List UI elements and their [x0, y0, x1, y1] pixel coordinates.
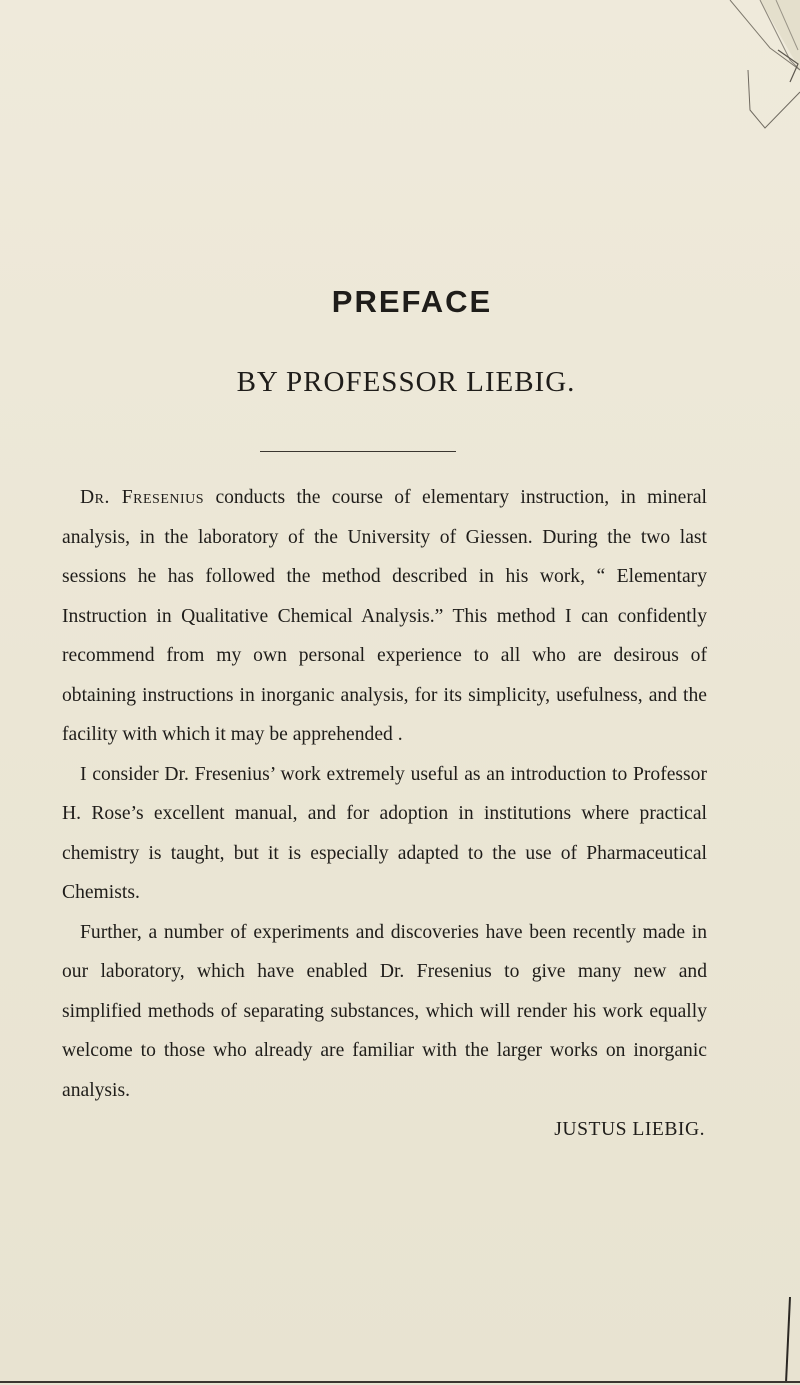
paragraph-1 [62, 478, 707, 755]
title-divider [260, 451, 456, 452]
preface-body [62, 478, 707, 1150]
folded-corner [690, 0, 800, 140]
paragraph-lead: Dr. Fresenius [80, 487, 205, 508]
page-subtitle: BY PROFESSOR LIEBIG. [236, 366, 576, 398]
page-bottom-edge [0, 1361, 800, 1385]
paragraph-text: conducts the course of elementary instruction, in mineral analysis, in the laboratory of the University of Giessen. During the two last sessions he has followed the method described in his work, “ Elementary Instruction in Qualitative Chemical Analysis.” This method I can confidently recommend from my own personal experience to all who are desirous of obtaining instructions in inorganic analysis, for its simplicity, usefulness, and the facility with which it may be apprehended . [62, 487, 707, 745]
paragraph-2: I consider Dr. Fresenius’ work extremely useful as an introduction to Professor H. Rose’s excellent manual, and for adoption in institutions where practical chemistry is taught, but it is especially adapted to the use of Pharmaceutical Chemists. [62, 763, 707, 903]
author-signature: JUSTUS LIEBIG. [554, 1119, 705, 1140]
paragraph-3: Further, a number of experiments and discoveries have been recently made in our laboratory, which have enabled Dr. Fresenius to give many new and simplified methods of separating substances, which will render his work equally welcome to those who already are familiar with the larger works on inorganic analysis. [62, 921, 707, 1101]
page-title: PREFACE [331, 284, 493, 319]
